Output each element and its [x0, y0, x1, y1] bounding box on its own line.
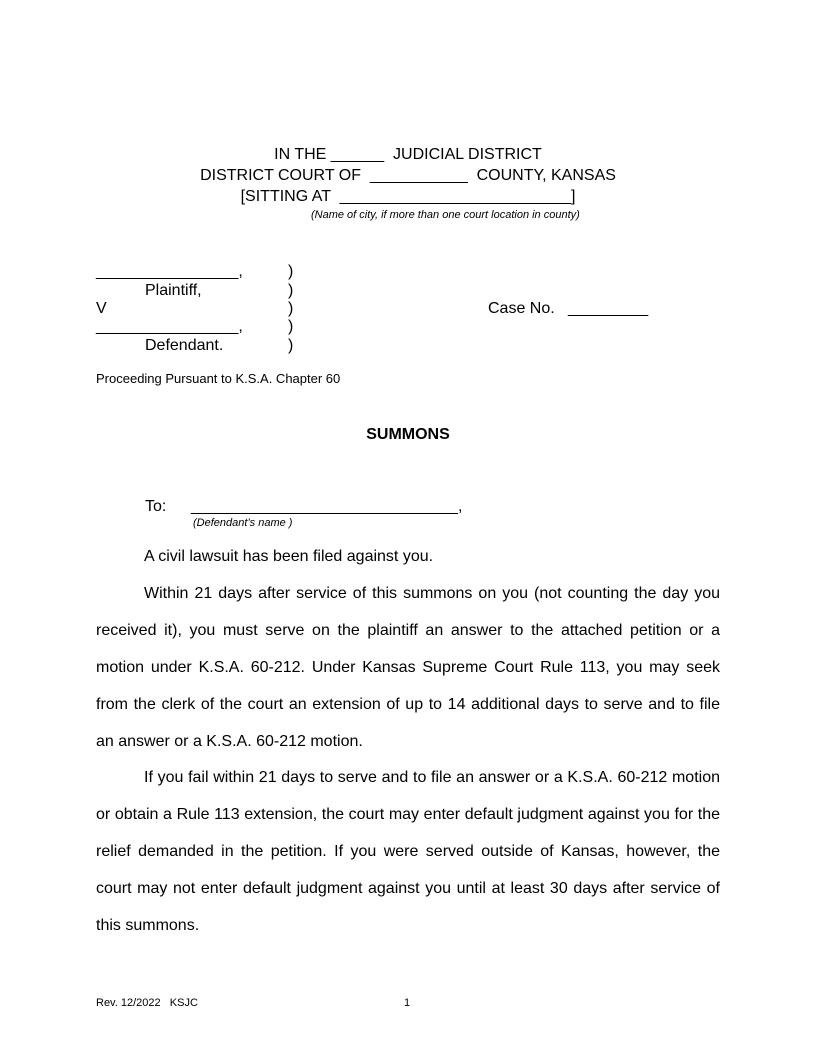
plaintiff-label: Plaintiff, [145, 282, 202, 299]
paragraph-response-deadline: Within 21 days after service of this summons on you (not counting the day you received it), you must serve on the plaintiff an answer to the attached petition or a motion under K.S.A. 60-212. Under Kansas Supreme Court Rule 113, you may seek from the clerk of the court an extension of up to 14 additional days to serve and to file an answer or a K.S.A. 60-212 motion. [96, 585, 720, 750]
case-no-blank[interactable]: _________ [568, 300, 649, 317]
court-location-note: (Name of city, if more than one court location in county) [311, 209, 580, 221]
caption-paren: ) [288, 282, 294, 299]
page-number: 1 [404, 997, 411, 1009]
court-header-line3: [SITTING AT __________________________] [240, 188, 576, 205]
proceeding-statement: Proceeding Pursuant to K.S.A. Chapter 60 [96, 371, 341, 386]
defendant-label: Defendant. [145, 337, 224, 354]
court-header-line2: DISTRICT COURT OF ___________ COUNTY, KANSAS [200, 167, 616, 184]
paragraph-lawsuit-filed: A civil lawsuit has been filed against you. [144, 548, 434, 565]
defendant-name-blank[interactable]: ________________, [96, 318, 243, 335]
document-title: SUMMONS [366, 426, 450, 443]
caption-paren: ) [288, 337, 294, 354]
versus-label: V [96, 300, 107, 317]
caption-paren: ) [288, 300, 294, 317]
paragraph-default-judgment: If you fail within 21 days to serve and to file an answer or a K.S.A. 60-212 motion or obtain a Rule 113 extension, the court may enter default judgment against you for the relief demanded in the petition. If you were served outside of Kansas, however, the court may not enter default judgment against you until at least 30 days after service of this summons. [96, 769, 720, 934]
case-no-label: Case No. [488, 300, 555, 317]
revision-footer: Rev. 12/2022 KSJC [96, 997, 198, 1009]
caption-paren: ) [288, 263, 294, 280]
caption-paren: ) [288, 318, 294, 335]
court-header-line1: IN THE ______ JUDICIAL DISTRICT [274, 146, 542, 163]
plaintiff-name-blank[interactable]: ________________, [96, 263, 243, 280]
defendant-name-field[interactable]: ______________________________, [191, 498, 463, 515]
to-label: To: [145, 498, 167, 515]
defendant-name-hint: (Defendant’s name ) [193, 517, 293, 529]
